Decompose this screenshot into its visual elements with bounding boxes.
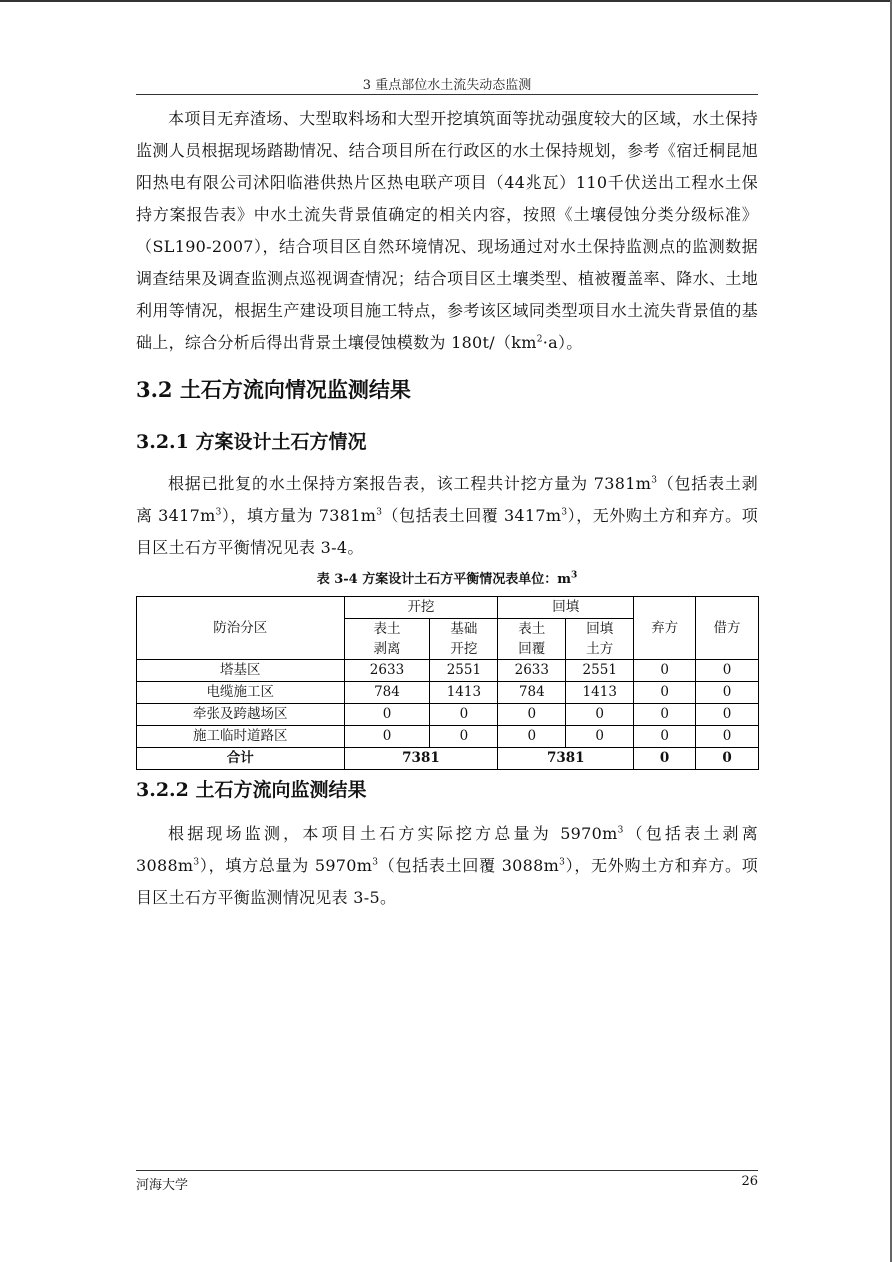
cell-spoil: 0	[634, 682, 696, 704]
cell-zone: 塔基区	[137, 660, 345, 682]
cell-borrow: 0	[696, 704, 759, 726]
cell-foundation: 1413	[430, 682, 498, 704]
page-number: 26	[741, 1174, 758, 1189]
cell-foundation: 0	[430, 726, 498, 748]
header-fill: 回填	[498, 597, 634, 619]
cell-spoil: 0	[634, 660, 696, 682]
footer-institution: 河海大学	[136, 1178, 189, 1193]
paragraph-monitored-earthwork: 根据现场监测，本项目土石方实际挖方总量为 $5970m^3$（包括表土剥离 $3088m^3$），填方总量为 $5970m^3$（包括表土回覆 $3088m^3$），无外购土方和弃方。项目区土石方平衡监测情况见表 3-5。	[136, 824, 758, 907]
cell-strip: 784	[344, 682, 430, 704]
paragraph-background-erosion: 本项目无弃渣场、大型取料场和大型开挖填筑面等扰动强度较大的区域，水土保持监测人员根据现场踏勘情况、结合项目所在行政区的水土保持规划，参考《宿迁桐昆旭阳热电有限公司沭阳临港供热片区热电联产项目（44兆瓦）110千伏送出工程水土保持方案报告表》中水土流失背景值确定的相关内容，按照《土壤侵蚀分类分级标准》（SL190-2007），结合项目区自然环境情况、现场通过对水土保持监测点的监测数据调查结果及调查监测点巡视调查情况；结合项目区土壤类型、植被覆盖率、降水、土地利用等情况，根据生产建设项目施工特点，参考该区域同类型项目水土流失背景值的基础上，综合分析后得出背景土壤侵蚀模数为 $180t/(km^2\cdot a)$。	[136, 109, 758, 352]
top-border	[0, 0, 892, 2]
cell-cover: 0	[498, 726, 566, 748]
cell-zone: 施工临时道路区	[137, 726, 345, 748]
cell-strip: 0	[344, 704, 430, 726]
section-heading-3-2-1: 3.2.1 方案设计土石方情况	[136, 431, 367, 453]
table-row	[137, 726, 759, 748]
running-header: 3 重点部位水土流失动态监测	[362, 78, 532, 93]
cell-backfill: 0	[566, 704, 634, 726]
section-heading-3-2-2: 3.2.2 土石方流向监测结果	[136, 779, 367, 801]
cell-cover: 0	[498, 704, 566, 726]
cell-borrow: 0	[696, 660, 759, 682]
header-borrow: 借方	[696, 597, 759, 660]
cell-zone: 牵张及跨越场区	[137, 704, 345, 726]
cell-strip: 0	[344, 726, 430, 748]
earthwork-balance-table	[136, 596, 759, 770]
cell-backfill: 0	[566, 726, 634, 748]
cell-foundation: 2551	[430, 660, 498, 682]
cell-strip: 2633	[344, 660, 430, 682]
paragraph-design-earthwork: 根据已批复的水土保持方案报告表，该工程共计挖方量为 $7381m^3$（包括表土剥离 $3417m^3$），填方量为 $7381m^3$（包括表土回覆 $3417m^3$），无外购土方和弃方。项目区土石方平衡情况见表 3-4。	[136, 474, 758, 557]
cell-borrow: 0	[696, 682, 759, 704]
cell-borrow: 0	[696, 726, 759, 748]
cell-foundation: 0	[430, 704, 498, 726]
cell-spoil: 0	[634, 704, 696, 726]
cell-spoil: 0	[634, 726, 696, 748]
total-spoil: 0	[634, 748, 696, 770]
cell-cover: 784	[498, 682, 566, 704]
main-content	[136, 103, 758, 914]
header-spoil: 弃方	[634, 597, 696, 660]
header-foundation: 基础 开挖	[430, 619, 498, 660]
cell-cover: 2633	[498, 660, 566, 682]
total-excavation: 7381	[344, 748, 498, 770]
table-row	[137, 704, 759, 726]
total-fill: 7381	[498, 748, 634, 770]
footer-rule	[136, 1170, 758, 1171]
cell-backfill: 2551	[566, 660, 634, 682]
header-topsoil-strip: 表土 剥离	[344, 619, 430, 660]
header-topsoil-cover: 表土 回覆	[498, 619, 566, 660]
header-rule	[136, 94, 758, 95]
header-zone: 防治分区	[137, 597, 345, 660]
table-caption: 表 3-4 方案设计土石方平衡情况表单位：$m^3$	[316, 570, 578, 587]
table-row	[137, 660, 759, 682]
total-borrow: 0	[696, 748, 759, 770]
cell-backfill: 1413	[566, 682, 634, 704]
cell-zone: 电缆施工区	[137, 682, 345, 704]
header-excavation: 开挖	[344, 597, 498, 619]
table-row	[137, 682, 759, 704]
section-heading-3-2: 3.2 土石方流向情况监测结果	[136, 377, 411, 402]
header-backfill: 回填 土方	[566, 619, 634, 660]
total-label: 合计	[137, 748, 345, 770]
table-total-row	[137, 748, 759, 770]
